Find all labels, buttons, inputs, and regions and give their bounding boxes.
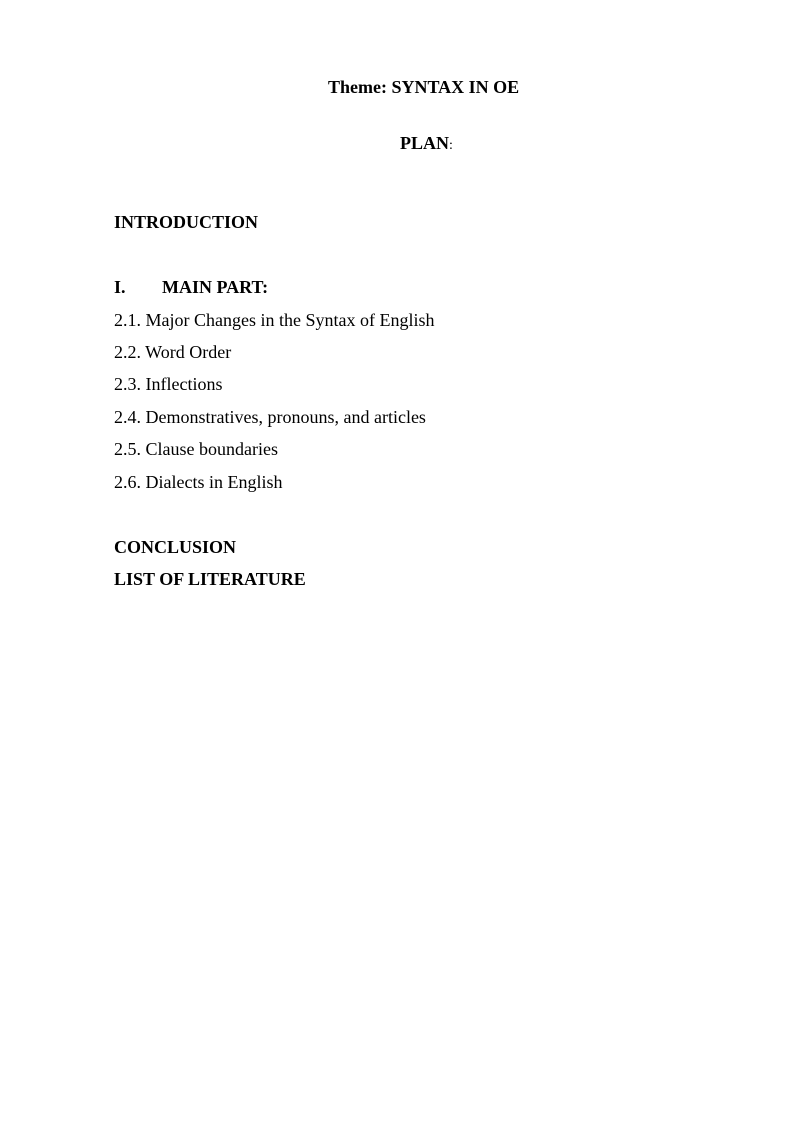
introduction-heading: INTRODUCTION: [114, 212, 259, 232]
plan-item: 2.1. Major Changes in the Syntax of English: [114, 310, 435, 330]
literature-heading: LIST OF LITERATURE: [114, 569, 306, 589]
main-part-heading: [114, 278, 268, 296]
plan-item: 2.3. Inflections: [114, 374, 223, 394]
plan-item: 2.2. Word Order: [114, 342, 232, 362]
main-part-number: I.: [114, 277, 126, 297]
conclusion-heading: CONCLUSION: [114, 537, 237, 557]
document-title: Theme: SYNTAX IN OE: [328, 77, 520, 97]
plan-colon: :: [449, 138, 453, 153]
plan-item: 2.5. Clause boundaries: [114, 439, 278, 459]
plan-heading: [400, 134, 453, 153]
plan-item: 2.6. Dialects in English: [114, 472, 283, 492]
main-part-label: MAIN PART:: [162, 277, 269, 297]
plan-item: 2.4. Demonstratives, pronouns, and articles: [114, 407, 426, 427]
plan-label: PLAN: [400, 133, 449, 153]
